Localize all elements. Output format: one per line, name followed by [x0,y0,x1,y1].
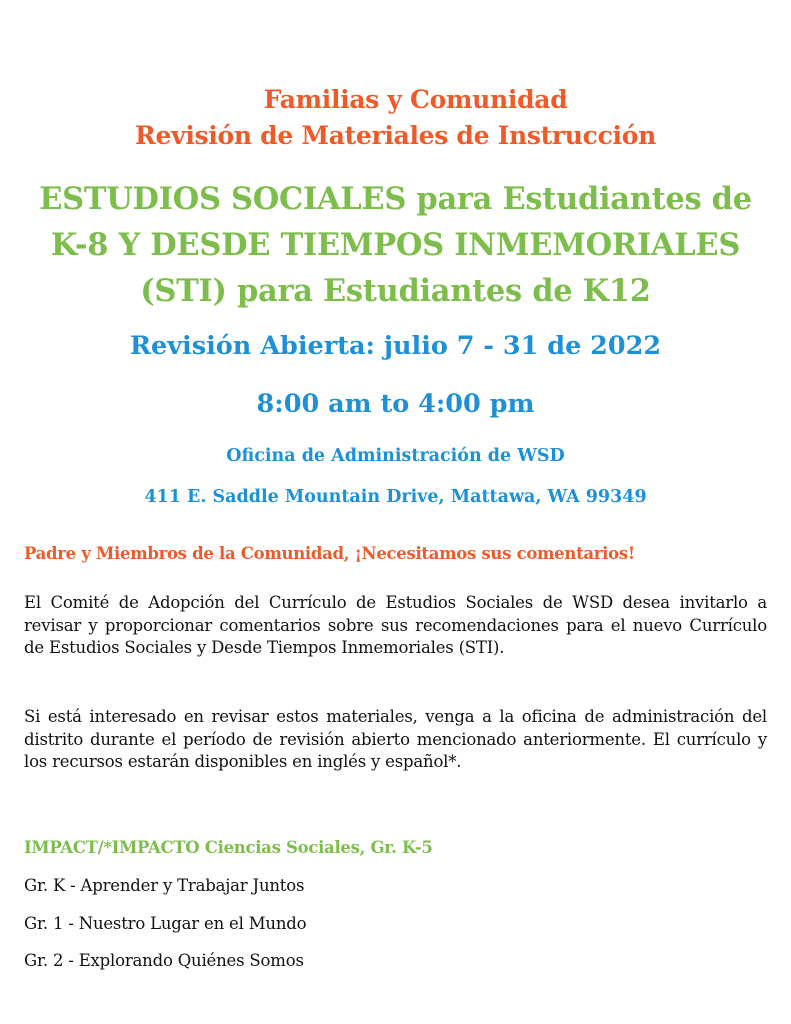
main-title [20,176,771,314]
grade-list [24,873,306,986]
list-item: Gr. K - Aprender y Trabajar Juntos [24,876,305,895]
header-block [0,82,791,154]
office-name: Oficina de Administración de WSD [226,446,565,466]
main-title-line-3: (STI) para Estudiantes de K12 [140,273,651,309]
main-title-line-2: K-8 Y DESDE TIEMPOS INMEMORIALES [50,227,741,263]
list-item: Gr. 1 - Nuestro Lugar en el Mundo [24,913,307,933]
office-address: 411 E. Saddle Mountain Drive, Mattawa, WA 99349 [144,487,647,507]
review-hours: 8:00 am to 4:00 pm [256,389,535,419]
intro-paragraph: El Comité de Adopción del Currículo de Estudios Sociales de WSD desea invitarlo a revisar y proporcionar comentarios sobre sus recomendaciones para el nuevo Currículo de Estudios Sociales y Desde Tiempos Inmemoriales (STI). [24,593,767,657]
header-org-line: Familias y Comunidad [263,85,568,114]
main-title-line-1: ESTUDIOS SOCIALES para Estudiantes de [39,181,752,217]
instructions-paragraph: Si está interesado en revisar estos materiales, venga a la oficina de administración del distrito durante el período de revisión abierto mencionado anteriormente. El currículo y los recursos estarán disponibles en inglés y español*. [24,707,767,771]
callout-heading: Padre y Miembros de la Comunidad, ¡Necesitamos sus comentarios! [24,544,635,563]
review-dates: Revisión Abierta: julio 7 - 31 de 2022 [129,331,662,361]
list-item: Gr. 2 - Explorando Quiénes Somos [24,951,304,970]
header-subtitle-line: Revisión de Materiales de Instrucción [135,121,656,150]
program-heading: IMPACT/*IMPACTO Ciencias Sociales, Gr. K-5 [24,838,433,857]
